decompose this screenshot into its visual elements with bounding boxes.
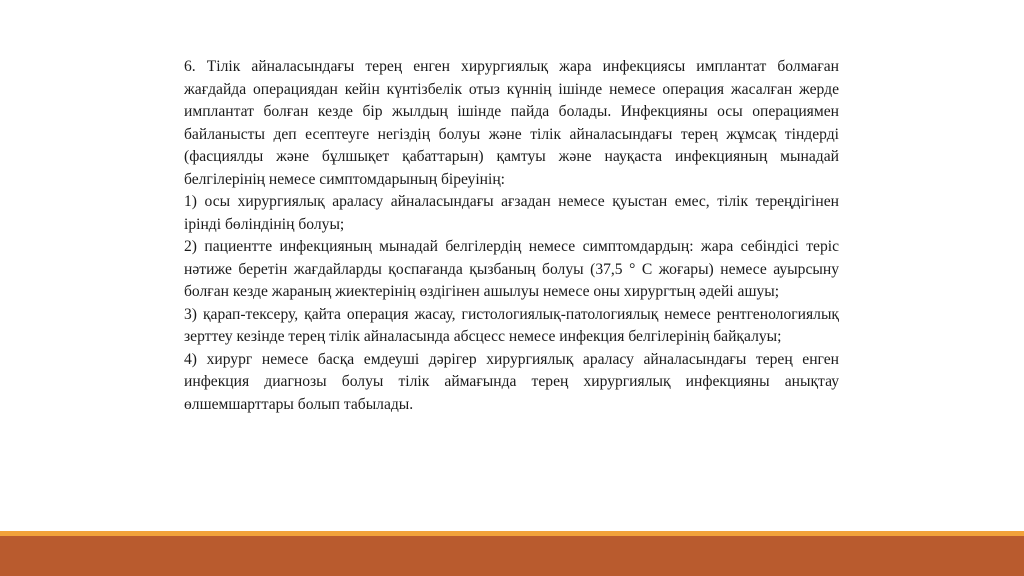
paragraph-item-1: 1) осы хирургиялық араласу айналасындағы ағзадан немесе қуыстан емес, тілік тереңдігінен ірінді бөліндінің болуы; — [184, 193, 839, 233]
paragraph-item-2: 2) пациентте инфекцияның мынадай белгілердің немесе симптомдардың: жара себіндісі теріс нәтиже беретін жағдайларды қоспағанда қызбаның болуы (37,5 ° С жоғары) немесе ауырсыну болған кезде жараның жиектерінің өздігінен ашылуы немесе оны хирургтың әдейі ашуы; — [184, 238, 839, 300]
paragraph-intro: 6. Тілік айналасындағы терең енген хирургиялық жара инфекциясы имплантат болмаған жағдайда операциядан кейін күнтізбелік отыз күннің ішінде немесе операция жасалған жерде имплантат болған кезде бір жылдың ішінде пайда болады. Инфекцияны осы операциямен байланысты деп есептеуге негіздің болуы және тілік айналасындағы терең жұмсақ тіндерді (фасциялды және бұлшықет қабаттарын) қамтуы және науқаста инфекцияның мынадай белгілерінің немесе симптомдарының біреуінің: — [184, 58, 839, 188]
paragraph-item-4: 4) хирург немесе басқа емдеуші дәрігер хирургиялық араласу айналасындағы терең енген инфекция диагнозы болуы тілік аймағында терең хирургиялық инфекцияны анықтау өлшемшарттары болып табылады. — [184, 350, 839, 413]
footer-band — [0, 536, 1024, 576]
slide-body-text — [184, 56, 839, 416]
paragraph-item-3: 3) қарап-тексеру, қайта операция жасау, гистологиялық-патологиялық немесе рентгенологиялық зерттеу кезінде терең тілік айналасында абсцесс немесе инфекция белгілерінің байқалуы; — [184, 305, 839, 345]
